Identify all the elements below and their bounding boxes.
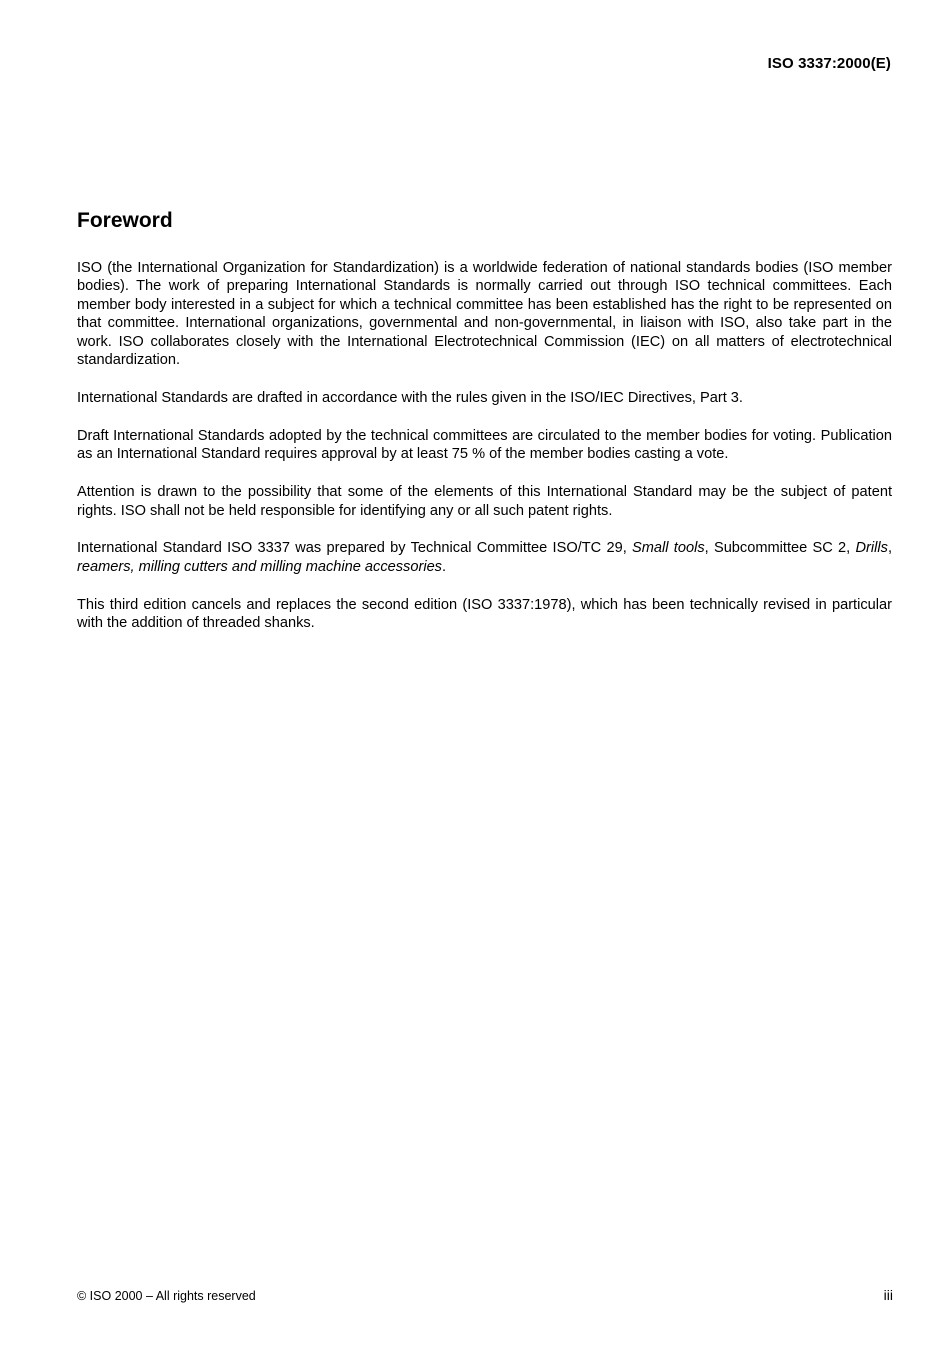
foreword-body <box>77 259 892 652</box>
document-id: ISO 3337:2000(E) <box>767 55 891 72</box>
page-title: Foreword <box>77 209 173 232</box>
footer-copyright: © ISO 2000 – All rights reserved <box>77 1289 256 1303</box>
page-number: iii <box>883 1287 893 1303</box>
preparation-text: International Standard ISO 3337 was prepared by Technical Committee ISO/TC 29, <box>77 540 633 557</box>
paragraph-patent-rights: Attention is drawn to the possibility that some of the elements of this International Standard may be the subject of patent rights. ISO shall not be held responsible for identifying any or all such patent rights. <box>77 484 892 519</box>
period: . <box>441 558 447 575</box>
paragraph-edition: This third edition cancels and replaces the second edition (ISO 3337:1978), which has been technically revised in particular with the addition of threaded shanks. <box>77 596 892 632</box>
paragraph-approval: Draft International Standards adopted by the technical committees are circulated to the member bodies for voting. Publication as an International Standard requires approval by at least 75 % of the member bodies casting a vote. <box>77 427 892 463</box>
separator: , <box>887 540 892 557</box>
subcommittee-name: Drills <box>855 540 888 557</box>
paragraph-drafting-rules: International Standards are drafted in accordance with the rules given in the ISO/IEC Directives, Part 3. <box>77 389 743 406</box>
paragraph-iso-overview: ISO (the International Organization for Standardization) is a worldwide federation of national standards bodies (ISO member bodies). The work of preparing International Standards is normally carried out through ISO technical committees. Each member body interested in a subject for which a technical committee has been established has the right to be represented on that committee. International organizations, governmental and non-governmental, in liaison with ISO, also take part in the work. ISO collaborates closely with the International Electrotechnical Commission (IEC) on all matters of electrotechnical standardization. <box>77 260 892 369</box>
preparation-text: , Subcommittee SC 2, <box>704 540 856 557</box>
committee-name: Small tools <box>632 540 705 557</box>
paragraph-preparation <box>77 539 892 576</box>
subcommittee-name: reamers, milling cutters and milling machine accessories <box>77 558 442 575</box>
